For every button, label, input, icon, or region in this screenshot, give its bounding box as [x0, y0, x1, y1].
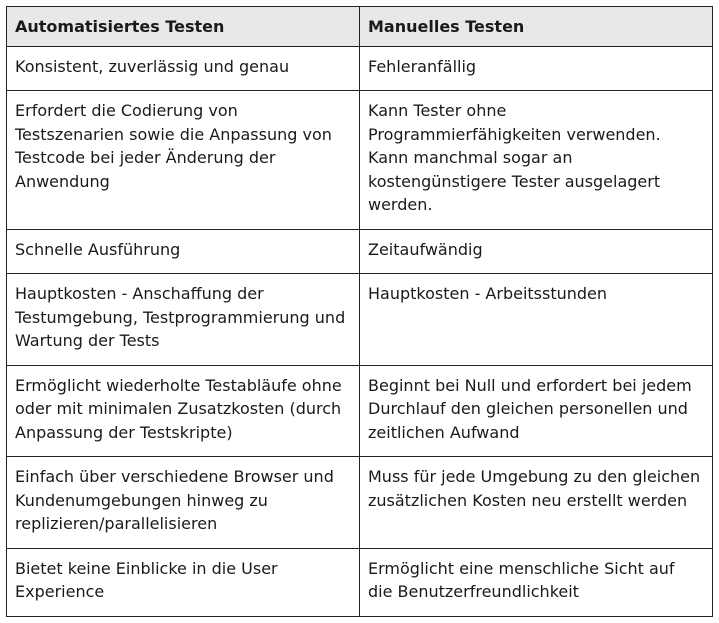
comparison-table — [6, 6, 713, 617]
cell-automated: Schnelle Ausführung — [7, 229, 360, 274]
header-manual-testing: Manuelles Testen — [360, 7, 713, 47]
table-row — [7, 91, 713, 230]
cell-automated: Erfordert die Codierung von Testszenarien sowie die Anpassung von Testcode bei jeder Änderung der Anwendung — [7, 91, 360, 230]
table-row — [7, 548, 713, 616]
cell-manual: Hauptkosten - Arbeitsstunden — [360, 274, 713, 366]
cell-automated: Bietet keine Einblicke in die User Experience — [7, 548, 360, 616]
cell-automated: Hauptkosten - Anschaffung der Testumgebung, Testprogrammierung und Wartung der Tests — [7, 274, 360, 366]
cell-automated: Ermöglicht wiederholte Testabläufe ohne oder mit minimalen Zusatzkosten (durch Anpassung der Testskripte) — [7, 365, 360, 457]
table-row — [7, 46, 713, 91]
cell-manual: Zeitaufwändig — [360, 229, 713, 274]
header-automated-testing: Automatisiertes Testen — [7, 7, 360, 47]
table-row — [7, 274, 713, 366]
table-header-row — [7, 7, 713, 47]
comparison-table-wrapper — [6, 6, 712, 617]
cell-manual: Fehleranfällig — [360, 46, 713, 91]
table-row — [7, 365, 713, 457]
cell-automated: Konsistent, zuverlässig und genau — [7, 46, 360, 91]
cell-manual: Kann Tester ohne Programmierfähigkeiten verwenden. Kann manchmal sogar an kostengünstigere Tester ausgelagert werden. — [360, 91, 713, 230]
cell-automated: Einfach über verschiedene Browser und Kundenumgebungen hinweg zu replizieren/parallelisieren — [7, 457, 360, 549]
cell-manual: Beginnt bei Null und erfordert bei jedem Durchlauf den gleichen personellen und zeitlichen Aufwand — [360, 365, 713, 457]
table-row — [7, 229, 713, 274]
table-row — [7, 457, 713, 549]
cell-manual: Muss für jede Umgebung zu den gleichen zusätzlichen Kosten neu erstellt werden — [360, 457, 713, 549]
cell-manual: Ermöglicht eine menschliche Sicht auf die Benutzerfreundlichkeit — [360, 548, 713, 616]
